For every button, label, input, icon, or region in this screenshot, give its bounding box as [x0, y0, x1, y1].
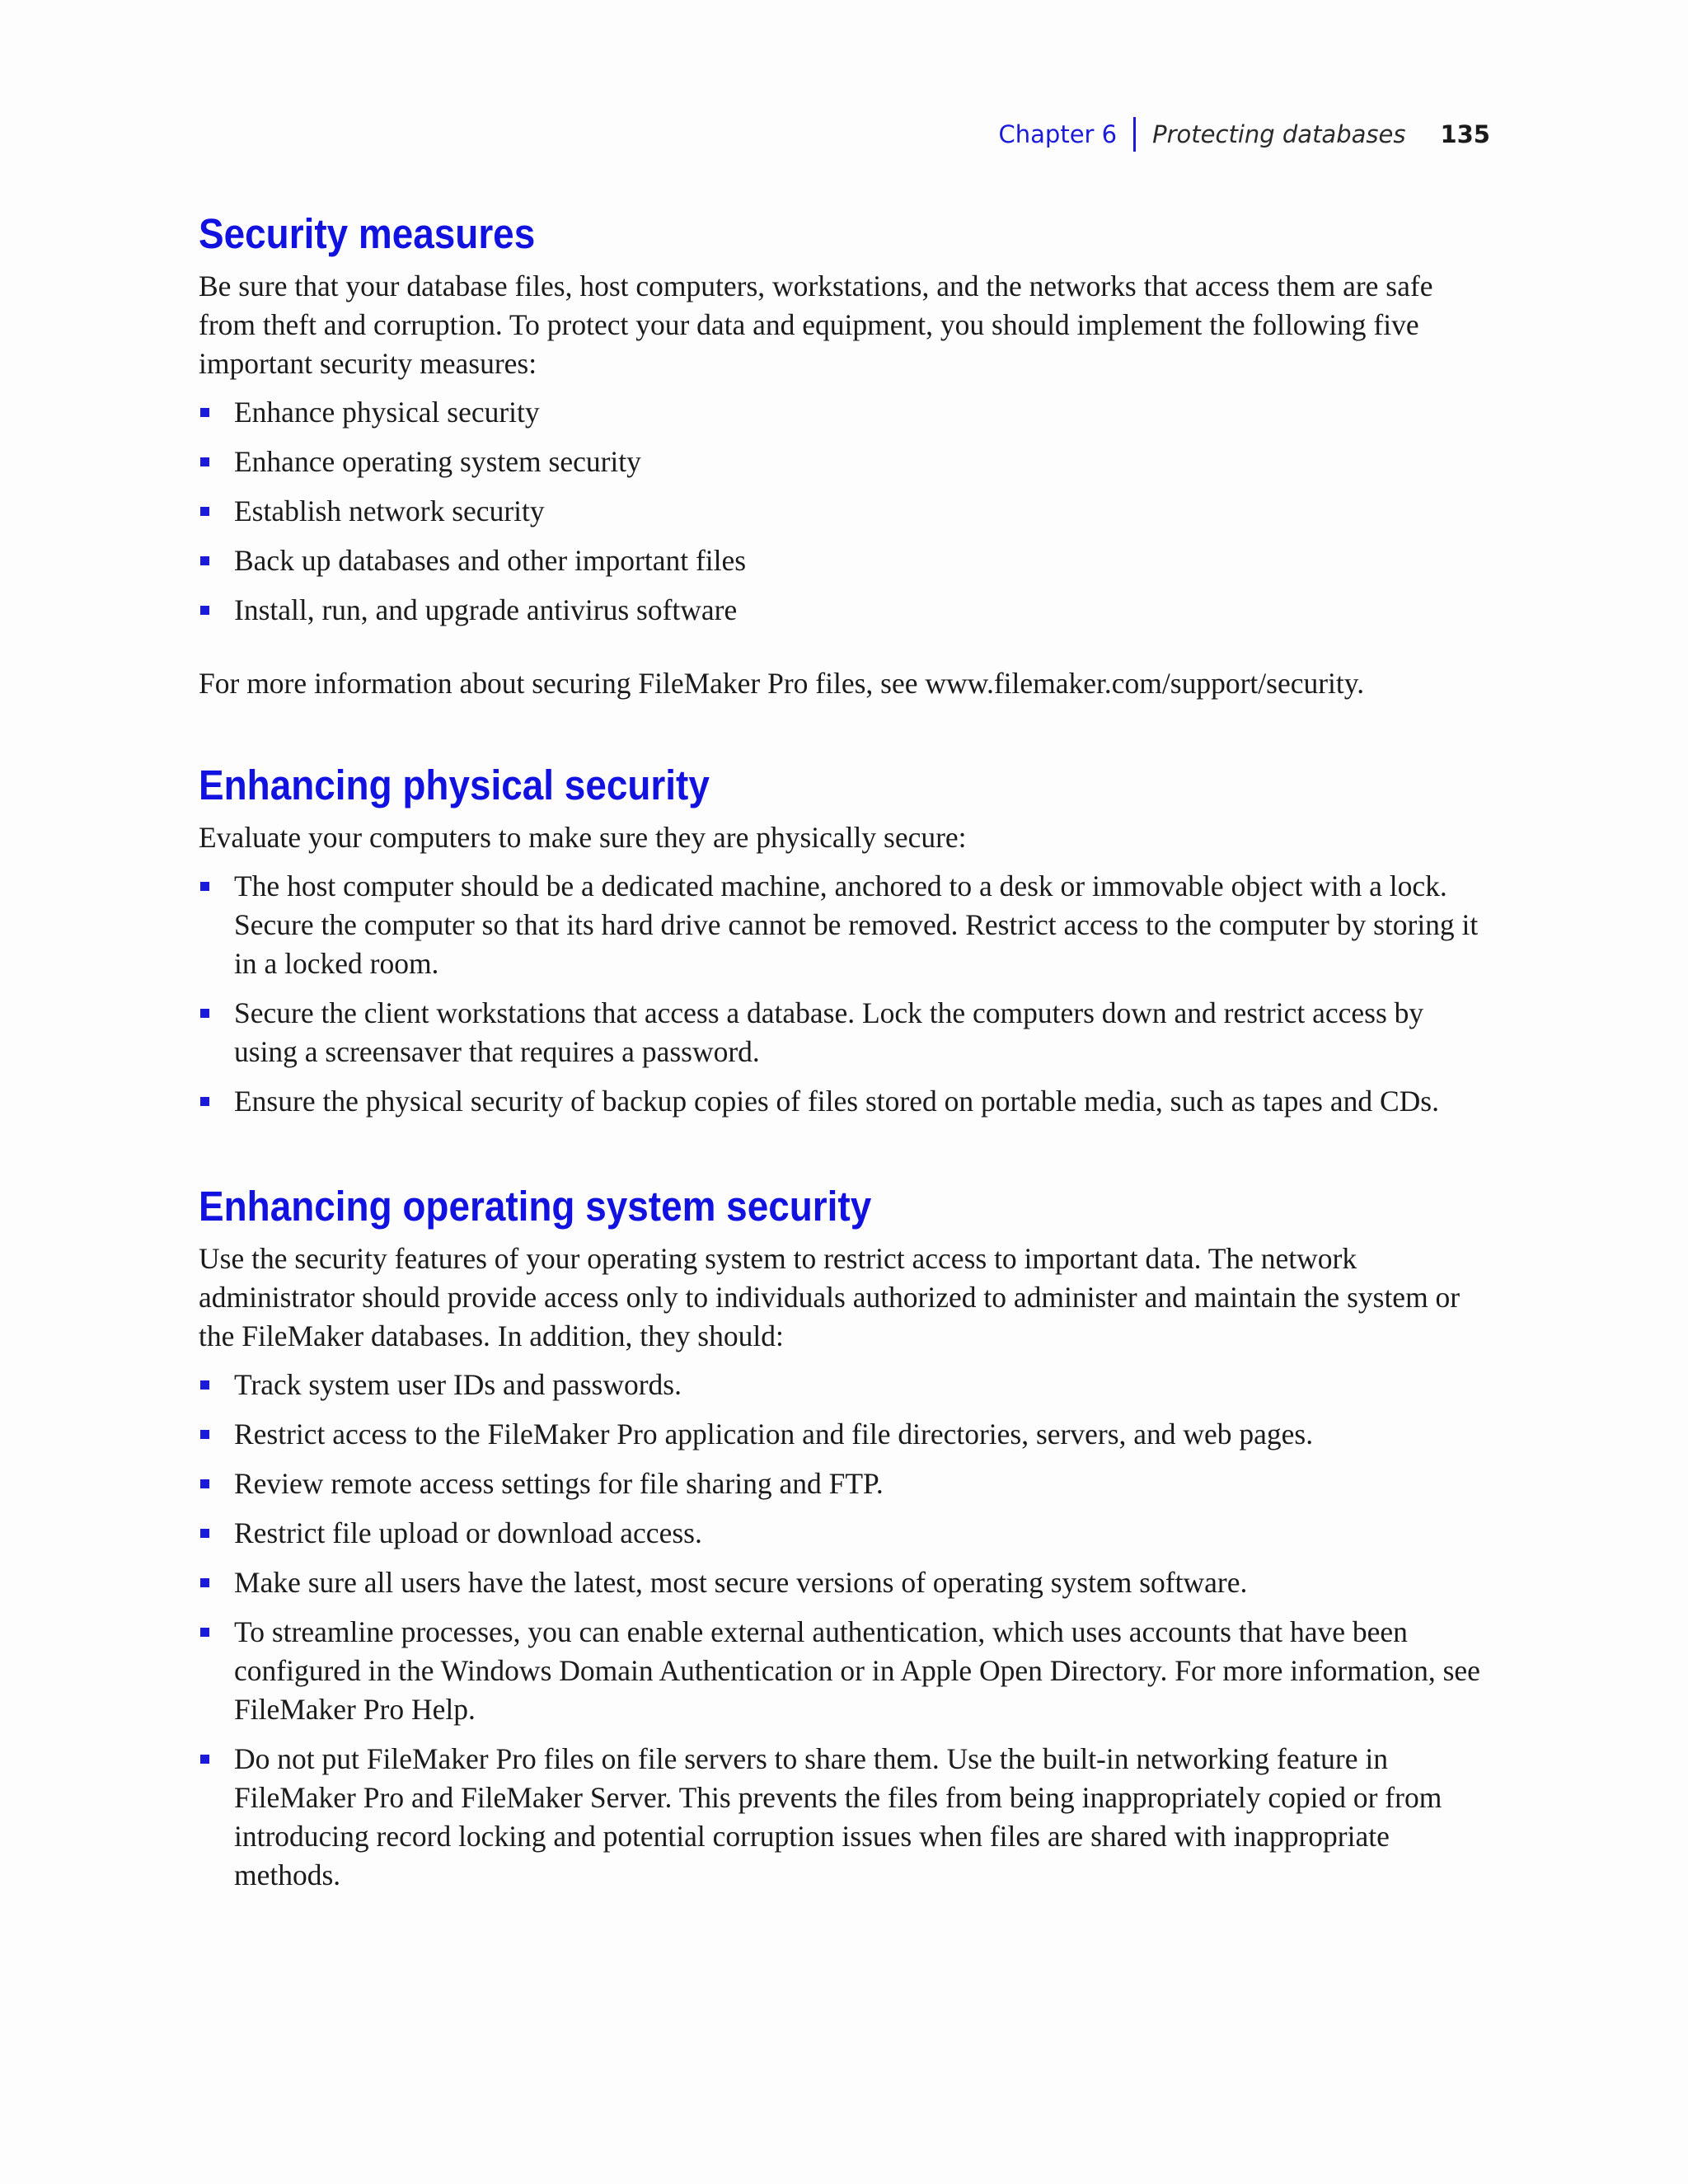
- list-item: [199, 1082, 1493, 1121]
- section-intro: Use the security features of your operating system to restrict access to important data. The network administrator should provide access only to individuals authorized to administer and maintain the system or the FileMaker databases. In addition, they should:: [199, 1242, 1461, 1352]
- running-header: [999, 117, 1490, 152]
- section-security-measures: [199, 208, 1493, 703]
- list-item: [199, 1366, 1493, 1404]
- bullet-list: [199, 867, 1493, 1121]
- list-item-text: Back up databases and other important files: [234, 544, 747, 577]
- header-chapter: Chapter 6: [998, 120, 1118, 148]
- list-item-text: Secure the client workstations that access a database. Lock the computers down and restrict access by using a screensaver that requires a password.: [234, 996, 1424, 1068]
- list-item-text: Restrict file upload or download access.: [234, 1516, 702, 1549]
- list-item-text: To streamline processes, you can enable external authentication, which uses accounts that have been configured in the Windows Domain Authentication or in Apple Open Directory. For more information, see FileMaker Pro Help.: [234, 1615, 1480, 1726]
- more-info-paragraph: For more information about securing FileMaker Pro files, see www.filemaker.com/support/security.: [199, 667, 1365, 700]
- header-divider: [1133, 117, 1136, 152]
- list-item-text: Do not put FileMaker Pro files on file servers to share them. Use the built-in networking feature in FileMaker Pro and FileMaker Server. This prevents the files from being inappropriately copied or from introducing record locking and potential corruption issues when files are shared with inappropriate methods.: [234, 1742, 1442, 1891]
- list-item: [199, 443, 1493, 481]
- page-body: [199, 208, 1493, 1905]
- list-item: [199, 1563, 1493, 1602]
- list-item-text: Ensure the physical security of backup copies of files stored on portable media, such as tapes and CDs.: [234, 1085, 1440, 1118]
- bullet-square-icon: [200, 1430, 209, 1439]
- list-item-text: Enhance operating system security: [234, 445, 641, 478]
- bullet-square-icon: [200, 1755, 209, 1764]
- bullet-square-icon: [200, 1628, 209, 1637]
- list-item-text: Enhance physical security: [234, 396, 540, 429]
- bullet-square-icon: [200, 1578, 209, 1587]
- section-intro: Be sure that your database files, host computers, workstations, and the networks that access them are safe from theft and corruption. To protect your data and equipment, you should implement the following five important security measures:: [199, 269, 1433, 380]
- list-item: [199, 1740, 1493, 1895]
- list-item-text: Make sure all users have the latest, most secure versions of operating system software.: [234, 1566, 1248, 1599]
- list-item: [199, 1514, 1493, 1553]
- list-item-text: Track system user IDs and passwords.: [234, 1368, 682, 1401]
- bullet-square-icon: [200, 882, 209, 891]
- list-item: [199, 393, 1493, 432]
- bullet-list: [199, 1366, 1493, 1895]
- bullet-list: [199, 393, 1493, 630]
- list-item-text: The host computer should be a dedicated machine, anchored to a desk or immovable object with a lock. Secure the computer so that its hard drive cannot be removed. Restrict access to the computer by storing it in a locked room.: [234, 869, 1479, 980]
- list-item: [199, 1465, 1493, 1503]
- section-physical-security: [199, 759, 1493, 1121]
- list-item-text: Review remote access settings for file sharing and FTP.: [234, 1467, 884, 1500]
- page-number: 135: [1440, 120, 1490, 148]
- section-heading: Security measures: [199, 210, 536, 257]
- section-os-security: [199, 1180, 1493, 1895]
- bullet-square-icon: [200, 1529, 209, 1538]
- bullet-square-icon: [200, 457, 209, 466]
- list-item: [199, 994, 1493, 1071]
- list-item: [199, 591, 1493, 630]
- section-heading: Enhancing operating system security: [199, 1183, 872, 1230]
- list-item: [199, 1613, 1493, 1729]
- list-item: [199, 541, 1493, 580]
- header-title: Protecting databases: [1152, 120, 1406, 148]
- section-heading: Enhancing physical security: [199, 762, 710, 808]
- list-item-text: Restrict access to the FileMaker Pro application and file directories, servers, and web pages.: [234, 1418, 1314, 1451]
- list-item-text: Establish network security: [234, 494, 545, 527]
- section-intro: Evaluate your computers to make sure they are physically secure:: [199, 821, 967, 854]
- bullet-square-icon: [200, 1380, 209, 1390]
- bullet-square-icon: [200, 1097, 209, 1106]
- bullet-square-icon: [200, 556, 209, 565]
- list-item-text: Install, run, and upgrade antivirus software: [234, 593, 738, 626]
- list-item: [199, 867, 1493, 983]
- bullet-square-icon: [200, 507, 209, 516]
- bullet-square-icon: [200, 1009, 209, 1018]
- list-item: [199, 492, 1493, 531]
- bullet-square-icon: [200, 606, 209, 615]
- list-item: [199, 1415, 1493, 1454]
- bullet-square-icon: [200, 1479, 209, 1488]
- bullet-square-icon: [200, 408, 209, 417]
